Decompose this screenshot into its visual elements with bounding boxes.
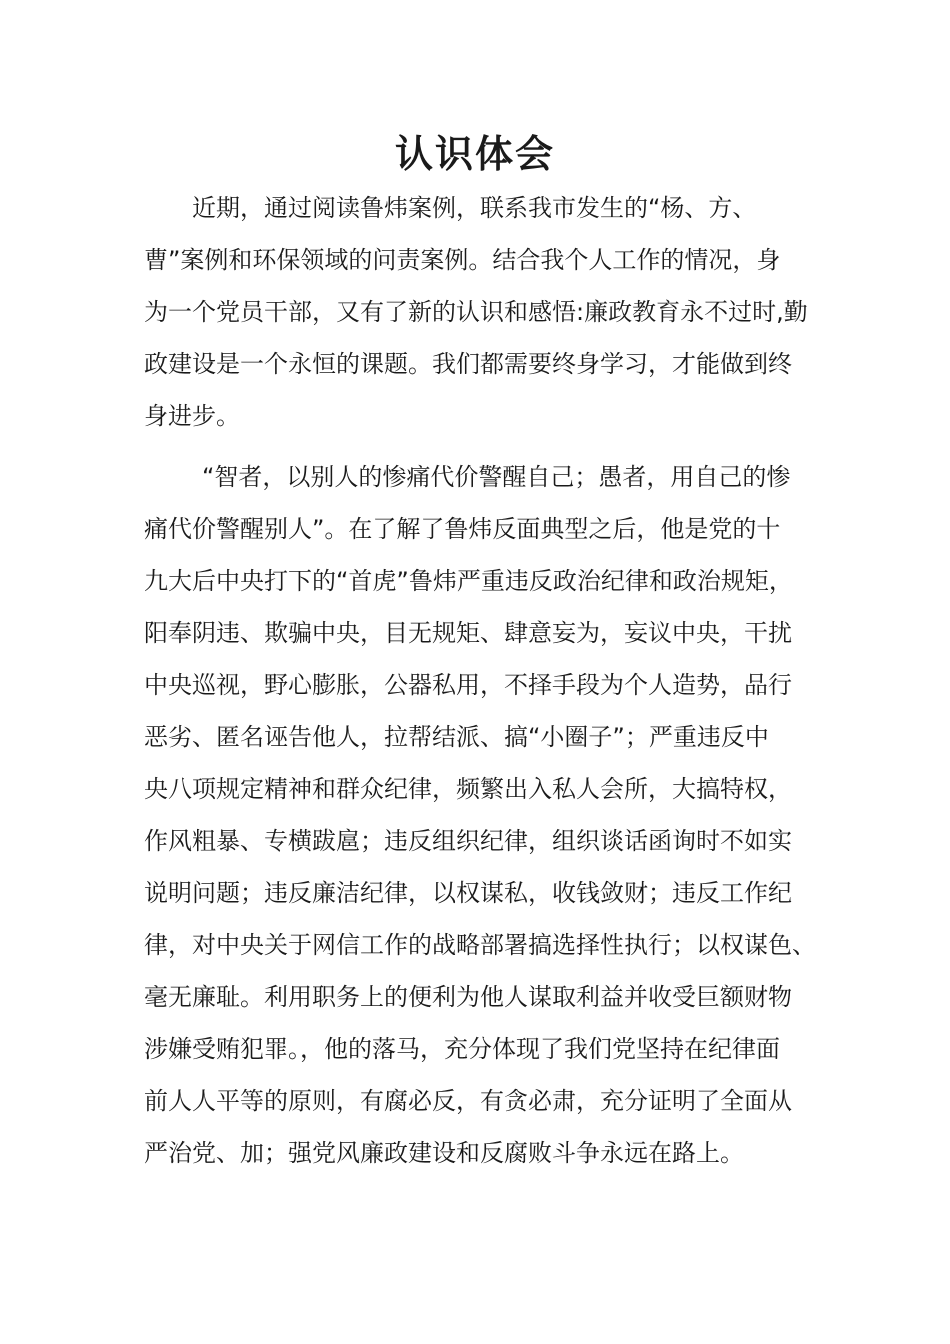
paragraph-line: 曹”案例和环保领域的问责案例。结合我个人工作的情况，身	[144, 246, 781, 274]
document-title: 认识体会	[394, 132, 555, 176]
paragraph-line: 说明问题；违反廉洁纪律，以权谋私，收钱敛财；违反工作纪	[144, 879, 792, 907]
paragraph-line: 律，对中央关于网信工作的战略部署搞选择性执行；以权谋色、	[144, 931, 816, 959]
paragraph-line: “智者，以别人的惨痛代价警醒自己；愚者，用自己的惨	[202, 463, 791, 491]
paragraph-line: 近期，通过阅读鲁炜案例，联系我市发生的“杨、方、	[192, 194, 757, 222]
paragraph-line: 作风粗暴、专横跋扈；违反组织纪律，组织谈话函询时不如实	[144, 827, 792, 855]
paragraph-line: 身进步。	[144, 402, 240, 430]
paragraph-line: 央八项规定精神和群众纪律，频繁出入私人会所，大搞特权，	[144, 775, 792, 803]
paragraph-line: 恶劣、匿名诬告他人，拉帮结派、搞“小圈子”；严重违反中	[144, 723, 769, 751]
paragraph-line: 阳奉阴违、欺骗中央，目无规矩、肆意妄为，妄议中央，干扰	[144, 619, 792, 647]
paragraph-line: 为一个党员干部，又有了新的认识和感悟:廉政教育永不过时,勤	[144, 298, 808, 326]
paragraph-1	[144, 182, 808, 442]
paragraph-line: 痛代价警醒别人”。在了解了鲁炜反面典型之后，他是党的十	[144, 515, 781, 543]
paragraph-2	[144, 451, 816, 1179]
paragraph-line: 政建设是一个永恒的课题。我们都需要终身学习，才能做到终	[144, 350, 792, 378]
paragraph-line: 中央巡视，野心膨胀，公器私用，不择手段为个人造势，品行	[144, 671, 792, 699]
paragraph-line: 涉嫌受贿犯罪。，他的落马，充分体现了我们党坚持在纪律面	[144, 1035, 780, 1063]
paragraph-line: 毫无廉耻。利用职务上的便利为他人谋取利益并收受巨额财物	[144, 983, 792, 1011]
paragraph-line: 前人人平等的原则，有腐必反，有贪必肃，充分证明了全面从	[144, 1087, 792, 1115]
paragraph-line: 严治党、加；强党风廉政建设和反腐败斗争永远在路上。	[144, 1139, 744, 1167]
paragraph-line: 九大后中央打下的“首虎”鲁炜严重违反政治纪律和政治规矩，	[144, 567, 793, 595]
